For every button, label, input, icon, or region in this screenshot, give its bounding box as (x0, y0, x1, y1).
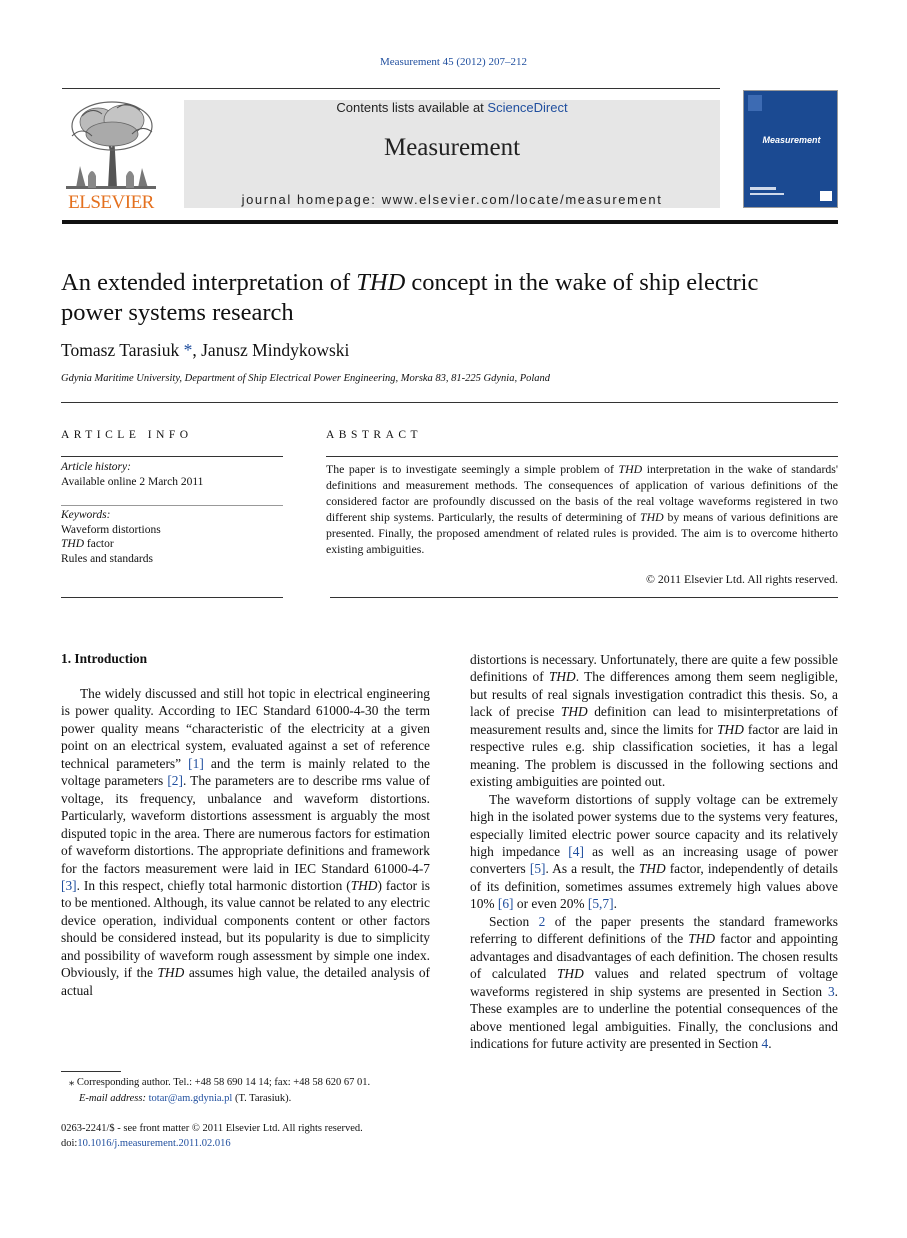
intro-paragraph-2 (470, 791, 838, 913)
abstract-heading: ABSTRACT (326, 429, 423, 441)
abstract-rule-bottom (330, 597, 838, 598)
email-owner: (T. Tarasiuk). (232, 1092, 292, 1104)
p2-seg-e: or even 20% (513, 896, 588, 912)
p1-seg-e: ) factor is to be mentioned. Although, its value cannot be related to any electric device operation, individual components content or other factors should be considered instead, but its popularity is due to simplicity and possibility of waveform rough assessment by simple one index. Obviously, if the (61, 877, 430, 981)
author-2: Janusz Mindykowski (201, 340, 350, 360)
p1-italic-1: THD (350, 877, 378, 893)
author-separator: , (192, 340, 202, 360)
abstract-italic-2: THD (640, 510, 664, 524)
elsevier-wordmark: ELSEVIER (68, 192, 154, 213)
body-column-left (61, 685, 430, 999)
p1-italic-2: THD (157, 965, 185, 981)
issn-line: 0263-2241/$ - see front matter © 2011 Elsevier Ltd. All rights reserved. (61, 1123, 363, 1134)
affiliation-rule (61, 402, 838, 403)
article-info-rule-top (61, 456, 283, 457)
p2-seg-c: . As a result, the (545, 861, 639, 877)
title-part-2: concept in the wake of ship electric power systems research (61, 269, 759, 326)
abstract-seg-1: The paper is to investigate seemingly a simple problem of (326, 462, 619, 476)
p1-lead: distortions is necessary. Unfortunately, there are quite a few possible definitions of (470, 652, 838, 685)
homepage-url-link[interactable]: www.elsevier.com/locate/measurement (381, 192, 663, 207)
keyword-2 (61, 537, 283, 552)
front-matter (61, 1122, 430, 1151)
p2-italic-1: THD (638, 861, 666, 877)
abstract-text (326, 461, 838, 557)
ref-link-5-7[interactable]: [5,7] (587, 896, 614, 912)
p1-seg-g: . The differences among them seem negligible, but results of real signals investigation contradict this thesis. So, a lack of precise (470, 669, 838, 720)
email-link[interactable]: totar@am.gdynia.pl (148, 1092, 233, 1104)
abstract-italic-1: THD (618, 462, 643, 476)
article-info-rule-bottom (61, 597, 283, 598)
keyword-3: Rules and standards (61, 552, 153, 565)
article-history (61, 460, 283, 489)
p3-italic-1: THD (688, 931, 716, 947)
ref-link-6[interactable]: [6] (497, 896, 514, 912)
p1-seg-j: factor are laid in respective rules e.g. ship classification societies, it has a legal meaning. The problem is discussed in the following sections and existing ambiguities are pointed out. (470, 721, 838, 790)
p1-seg-c: . The parameters are to describe rms value of voltage, its frequency, unbalance and waveform distortions. Particularly, waveform distortions assessment is arguably the most disputed topic in the area. There are numerous factors for estimation of waveform distortions. The appropriate definitions and framework for the factors measurement were laid in IEC Standard 61000-4-7 (61, 773, 430, 876)
keyword-2-italic: THD (61, 538, 85, 550)
ref-link-2[interactable]: [2] (167, 773, 183, 789)
doi-label: doi: (61, 1137, 78, 1149)
contents-prefix: Contents lists available at (336, 100, 488, 115)
author-list (61, 340, 349, 361)
p1-seg-h: definition can lead to misinterpretations of measurement results and, since the limits for (470, 704, 839, 737)
p3-italic-2: THD (556, 966, 584, 982)
footnote-contact: Corresponding author. Tel.: +48 58 690 14 14; fax: +48 58 620 67 01. (74, 1077, 371, 1088)
section-link-4[interactable]: 4 (761, 1035, 769, 1051)
ref-link-1[interactable]: [1] (188, 755, 204, 771)
article-title (61, 268, 781, 328)
abstract-seg-3: by means of various definitions are presented. Finally, the proposed amendment of related rules is provided. The aim is to overcome hitherto existing ambiguities. (326, 510, 839, 556)
ref-link-4[interactable]: [4] (568, 843, 584, 859)
journal-cover-icon[interactable] (743, 90, 838, 208)
homepage-label: journal homepage: (241, 192, 382, 207)
p1-seg-b: and the term is mainly related to the voltage parameters (61, 755, 430, 789)
footnote-rule (61, 1071, 121, 1072)
p1-italic-5: THD (717, 721, 744, 737)
intro-paragraph-1-continued (470, 651, 838, 791)
intro-paragraph-3 (470, 913, 838, 1053)
journal-citation[interactable]: Measurement 45 (2012) 207–212 (380, 56, 527, 68)
ref-link-3[interactable]: [3] (61, 877, 77, 893)
footnote-mark: ⁎ (69, 1077, 75, 1088)
corresponding-author-footnote (61, 1075, 430, 1106)
author-1: Tomasz Tarasiuk (61, 340, 180, 360)
p1-italic-3: THD (548, 669, 576, 685)
body-column-right (470, 651, 838, 1052)
contents-available-line (184, 100, 720, 115)
p3-seg-a: Section (489, 913, 539, 929)
keyword-2-rest: factor (84, 538, 114, 550)
history-label: Article history: (61, 461, 131, 473)
p1-italic-4: THD (560, 704, 588, 720)
journal-homepage-line (184, 192, 720, 207)
abstract-copyright: © 2011 Elsevier Ltd. All rights reserved. (646, 572, 838, 586)
doi-link[interactable]: 10.1016/j.measurement.2011.02.016 (77, 1137, 231, 1149)
journal-masthead (184, 100, 720, 208)
keyword-1: Waveform distortions (61, 523, 161, 536)
title-part-1: An extended interpretation of (61, 269, 357, 296)
section-heading-introduction: 1. Introduction (61, 651, 148, 666)
doi-line (61, 1137, 430, 1152)
header-top-rule (62, 88, 720, 89)
cover-art (744, 91, 837, 207)
article-info-rule-mid (61, 505, 283, 506)
p3-seg-b: of the paper presents the standard frameworks referring to different definitions of the (470, 913, 838, 947)
abstract-seg-2: interpretation in the wake of standards' definitions and measurement methods. The consequences of application of various definitions of the considered factor are profoundly discussed on the basis of the real voltage waveforms registered in two different ship systems. Particularly, the results of determining of (326, 462, 838, 524)
journal-name: Measurement (383, 134, 521, 161)
p2-seg-d: factor, independently of details of its definition, sometimes assumes extremely high values above 10% (470, 861, 838, 912)
p3-seg-e: . These examples are to underline the potential consequences of the above mentioned legal ambiguities. Finally, the conclusions and indications for future activity are presented in Section (470, 983, 838, 1051)
keywords-label: Keywords: (61, 509, 111, 521)
corresponding-author-mark[interactable]: * (179, 340, 193, 360)
p2-seg-f: . (613, 896, 617, 912)
history-value: Available online 2 March 2011 (61, 475, 204, 488)
ref-link-5[interactable]: [5] (529, 861, 546, 877)
p3-seg-c: factor and appointing advantages and disadvantages of each definition. The chosen results of calculated (470, 931, 839, 982)
title-italic-thd: THD (356, 269, 406, 296)
intro-paragraph-1 (61, 685, 430, 999)
keywords (61, 508, 283, 566)
p3-seg-f: . (768, 1035, 772, 1051)
article-info-heading: ARTICLE INFO (61, 429, 193, 441)
section-link-3[interactable]: 3 (827, 983, 835, 999)
p1-seg-f: assumes high value, the detailed analysis of actual (61, 965, 430, 998)
p1-seg-d: . In this respect, chiefly total harmonic distortion ( (76, 877, 351, 893)
sciencedirect-link[interactable]: ScienceDirect (487, 100, 568, 115)
abstract-rule-top (326, 456, 838, 457)
p2-seg-a: The waveform distortions of supply voltage can be extremely high in the isolated power systems due to the systems very features, especially limited electric power source capacity and its relatively high impedance (470, 791, 838, 859)
p1-seg-a: The widely discussed and still hot topic in electrical engineering is power quality. According to IEC Standard 61000-4-30 the term power quality means “characteristic of the electricity at a given point on an electrical system, evaluated against a set of reference technical parameters” (61, 686, 430, 771)
p2-seg-b: as well as an increasing usage of power converters (470, 843, 839, 877)
header-thick-rule (62, 220, 838, 224)
p3-seg-d: values and related spectrum of voltage waveforms registered in ship systems are presented in Section (470, 966, 838, 999)
email-label: E-mail address: (79, 1092, 146, 1104)
section-link-2[interactable]: 2 (538, 913, 546, 929)
cover-journal-title: Measurement (762, 135, 821, 145)
author-affiliation: Gdynia Maritime University, Department of Ship Electrical Power Engineering, Morska 83, 81-225 Gdynia, Poland (61, 373, 551, 384)
